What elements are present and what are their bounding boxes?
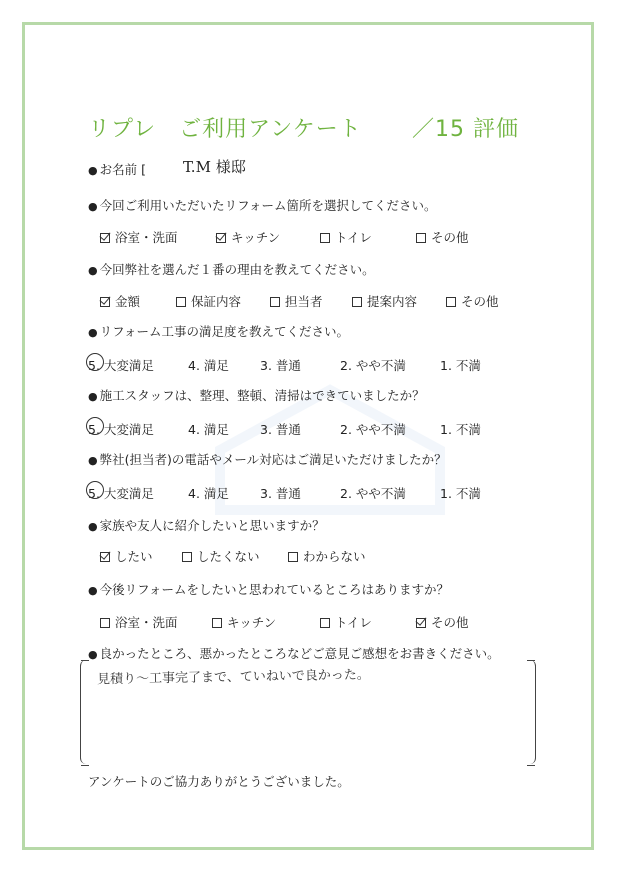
q1-option-bath[interactable] [100,228,178,246]
q6-option-yes[interactable] [100,547,153,565]
option-label: その他 [431,230,469,245]
option-label: わからない [303,549,366,564]
checkbox[interactable] [320,618,330,628]
survey-title: リプレ ご利用アンケート [88,117,362,142]
q1-option-other[interactable] [416,228,469,246]
q4-rating-2[interactable] [340,420,406,438]
checkbox-checked[interactable] [416,618,426,628]
question-6: ● 家族や友人に紹介したいと思いますか？ [88,518,325,533]
checkbox[interactable] [446,297,456,307]
checkbox-checked[interactable] [100,552,110,562]
option-label: キッチン [231,230,281,245]
question-7-text: 今後リフォームをしたいと思われているところはありますか？ [99,582,449,597]
selected-circle [86,353,104,371]
question-2: ● 今回弊社を選んだ１番の理由を教えてください。 [88,262,375,277]
q2-option-other[interactable] [446,292,499,310]
q4-rating-5[interactable] [88,420,154,438]
q7-option-toilet[interactable] [320,613,372,631]
rating-label: 2. やや不満 [340,422,406,437]
option-label: トイレ [335,615,372,630]
option-label: 担当者 [285,294,323,309]
q4-rating-3[interactable] [260,420,301,438]
rating-label: 3. 普通 [260,486,301,501]
rating-label: 1. 不満 [440,358,481,373]
question-4-text: 施工スタッフは、整理、整頓、清掃はできていましたか？ [99,388,425,403]
option-label: トイレ [335,230,372,245]
checkbox[interactable] [320,233,330,243]
checkbox[interactable] [416,233,426,243]
question-5: ● 弊社(担当者)の電話やメール対応はご満足いただけましたか？ [88,452,447,467]
rating-label: 5. 大変満足 [88,358,154,373]
q7-option-other[interactable] [416,613,469,631]
question-6-text: 家族や友人に紹介したいと思いますか？ [99,518,325,533]
checkbox[interactable] [176,297,186,307]
checkbox[interactable] [212,618,222,628]
option-label: その他 [461,294,499,309]
selected-circle [86,481,104,499]
question-1: ● 今回ご利用いただいたリフォーム箇所を選択してください。 [88,198,437,213]
option-label: したくない [197,549,260,564]
rating-label: 4. 満足 [188,358,229,373]
name-value: T.M 様邸 [183,158,246,176]
rating-label: 3. 普通 [260,358,301,373]
q6-option-unsure[interactable] [288,547,366,565]
question-2-text: 今回弊社を選んだ１番の理由を教えてください。 [99,262,375,277]
q4-rating-1[interactable] [440,420,481,438]
name-row: ● お名前 [ [88,162,146,177]
q3-rating-3[interactable] [260,356,301,374]
checkbox-checked[interactable] [216,233,226,243]
rating-label: 4. 満足 [188,422,229,437]
question-3-text: リフォーム工事の満足度を教えてください。 [99,324,349,339]
option-label: 浴室・洗面 [115,615,178,630]
question-7: ● 今後リフォームをしたいと思われているところはありますか？ [88,582,449,597]
q3-rating-4[interactable] [188,356,229,374]
q6-option-no[interactable] [182,547,260,565]
q3-rating-5[interactable] [88,356,154,374]
q5-rating-2[interactable] [340,484,406,502]
checkbox-checked[interactable] [100,233,110,243]
option-label: 金額 [115,294,141,309]
thank-you-message: アンケートのご協力ありがとうございました。 [88,774,350,789]
rating-label: 4. 満足 [188,486,229,501]
option-label: その他 [431,615,469,630]
page-title [88,112,519,143]
checkbox[interactable] [182,552,192,562]
q5-rating-3[interactable] [260,484,301,502]
q2-option-warranty[interactable] [176,292,241,310]
option-label: キッチン [227,615,277,630]
q7-option-kitchen[interactable] [212,613,276,631]
question-5-text: 弊社(担当者)の電話やメール対応はご満足いただけましたか？ [99,452,447,467]
q3-rating-2[interactable] [340,356,406,374]
rating-label: 1. 不満 [440,422,481,437]
q1-option-kitchen[interactable] [216,228,280,246]
question-8: ● 良かったところ、悪かったところなどご意見ご感想をお書きください。 [88,646,500,661]
rating-label: 5. 大変満足 [88,422,154,437]
option-label: したい [115,549,153,564]
option-label: 保証内容 [191,294,242,309]
question-1-text: 今回ご利用いただいたリフォーム箇所を選択してください。 [99,198,437,213]
checkbox[interactable] [352,297,362,307]
checkbox[interactable] [100,618,110,628]
option-label: 提案内容 [367,294,418,309]
rating-label: 1. 不満 [440,486,481,501]
question-4: ● 施工スタッフは、整理、整頓、清掃はできていましたか？ [88,388,425,403]
checkbox-checked[interactable] [100,297,110,307]
name-label: お名前 [ [99,162,146,177]
rating-label: 2. やや不満 [340,486,406,501]
question-8-text: 良かったところ、悪かったところなどご意見ご感想をお書きください。 [99,646,500,661]
question-3: ● リフォーム工事の満足度を教えてください。 [88,324,349,339]
checkbox[interactable] [288,552,298,562]
option-label: 浴室・洗面 [115,230,178,245]
q2-option-staff[interactable] [270,292,323,310]
checkbox[interactable] [270,297,280,307]
rating-label: 5. 大変満足 [88,486,154,501]
q1-option-toilet[interactable] [320,228,372,246]
q5-rating-5[interactable] [88,484,154,502]
q7-option-bath[interactable] [100,613,178,631]
comment-field[interactable] [80,660,536,764]
q4-rating-4[interactable] [188,420,229,438]
score-label: ／15 評価 [412,117,519,142]
q5-rating-4[interactable] [188,484,229,502]
q2-option-proposal[interactable] [352,292,417,310]
comment-answer: 見積り〜工事完了まで、ていねいで良かった。 [96,667,370,688]
rating-label: 3. 普通 [260,422,301,437]
q3-rating-1[interactable] [440,356,481,374]
selected-circle [86,417,104,435]
q5-rating-1[interactable] [440,484,481,502]
rating-label: 2. やや不満 [340,358,406,373]
q2-option-price[interactable] [100,292,140,310]
